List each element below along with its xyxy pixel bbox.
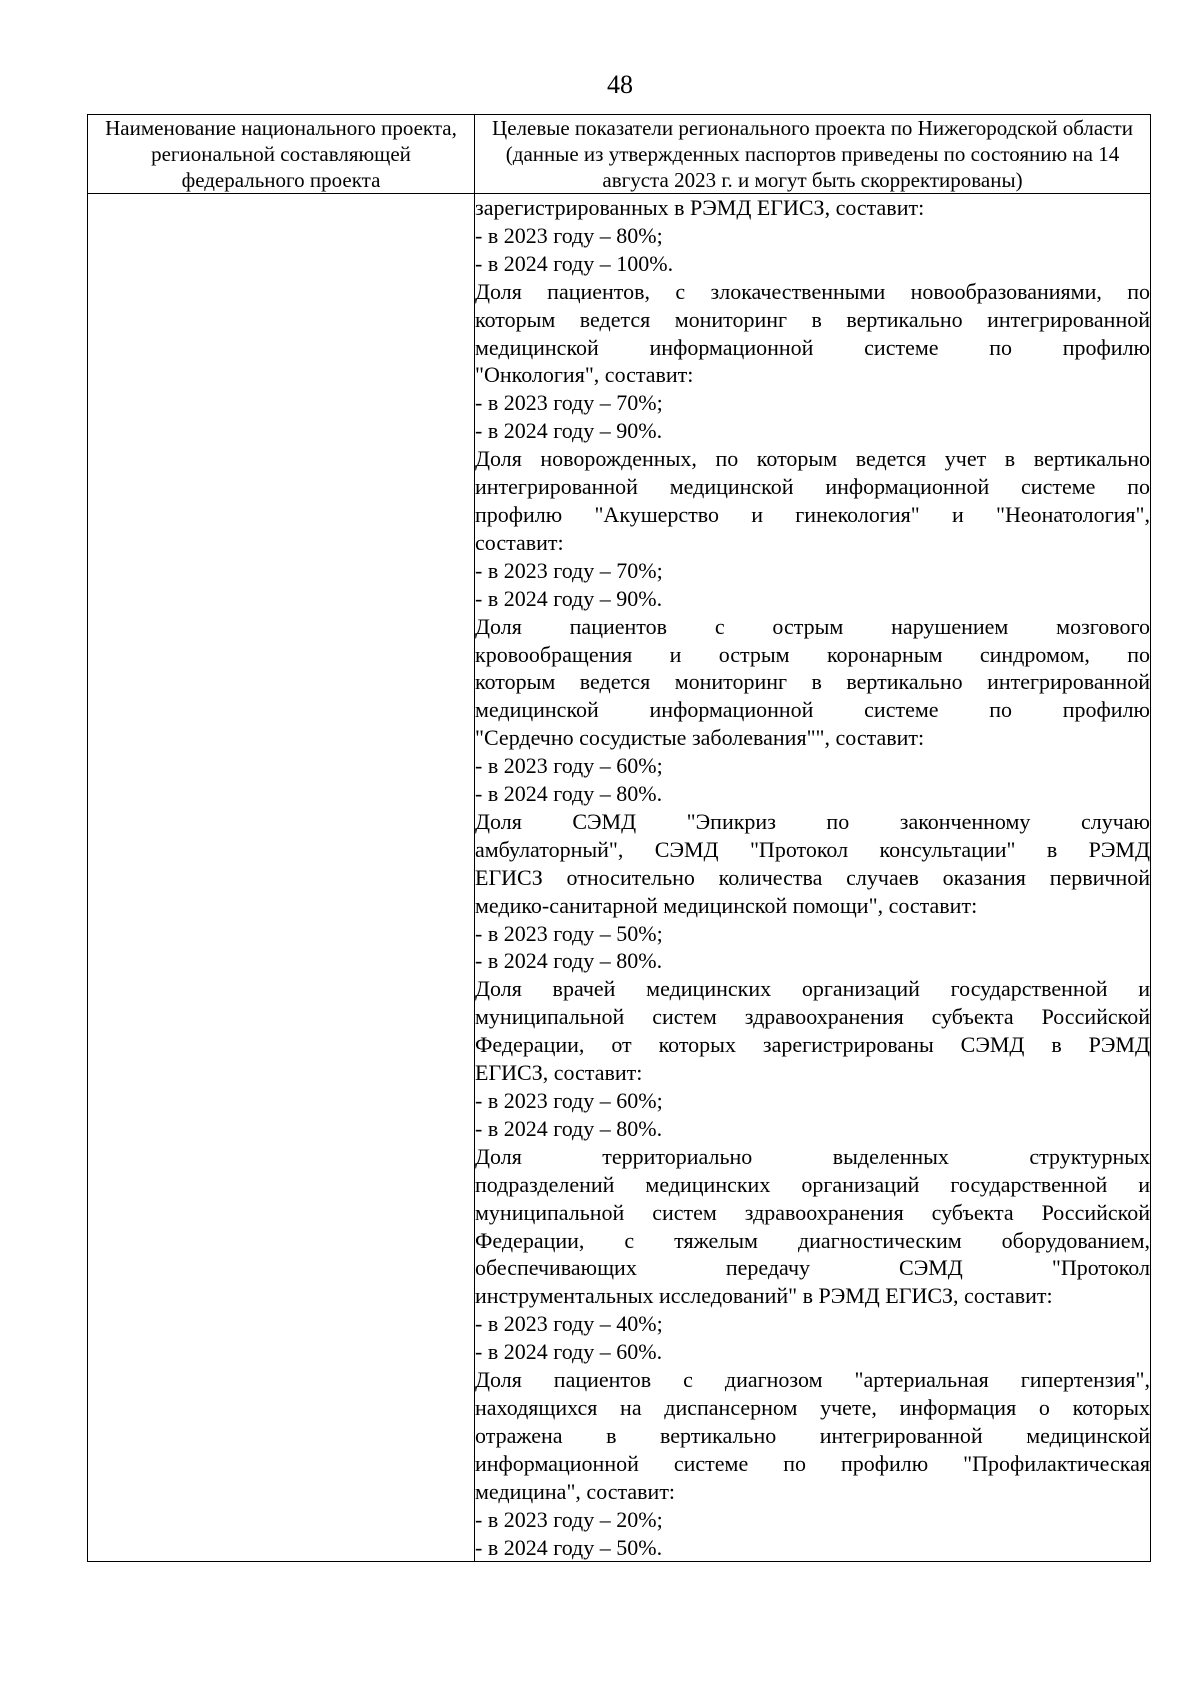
indicator-line: информационной системе по профилю "Профилактическая xyxy=(475,1450,1150,1476)
indicator-line: - в 2024 году – 80%. xyxy=(475,948,663,974)
indicator-line: - в 2024 году – 60%. xyxy=(475,1339,663,1365)
indicator-line: медико-санитарной медицинской помощи", составит: xyxy=(475,892,978,918)
indicator-line: Доля территориально выделенных структурных xyxy=(475,1143,1150,1169)
indicator-line: инструментальных исследований" в РЭМД ЕГИСЗ, составит: xyxy=(475,1283,1053,1309)
header-project-name: Наименование национального проекта, региональной составляющей федерального проекта xyxy=(88,115,475,194)
indicator-line: Доля СЭМД "Эпикриз по законченному случаю xyxy=(475,808,1150,834)
indicator-line: составит: xyxy=(475,529,564,555)
indicator-line: муниципальной систем здравоохранения субъекта Российской xyxy=(475,1004,1150,1030)
indicators-cell xyxy=(475,194,1151,1562)
indicator-line: - в 2024 году – 80%. xyxy=(475,781,663,807)
indicator-line: - в 2023 году – 50%; xyxy=(475,920,663,946)
indicator-line: Доля пациентов, с злокачественными новообразованиями, по xyxy=(475,278,1150,304)
indicator-line: ЕГИСЗ, составит: xyxy=(475,1060,643,1086)
project-name-cell xyxy=(88,194,475,1562)
indicator-line: которым ведется мониторинг в вертикально интегрированной xyxy=(475,306,1150,332)
indicator-line: кровообращения и острым коронарным синдромом, по xyxy=(475,641,1150,667)
indicator-line: - в 2023 году – 80%; xyxy=(475,222,663,248)
indicator-line: - в 2024 году – 50%. xyxy=(475,1534,663,1560)
indicator-line: - в 2023 году – 60%; xyxy=(475,1088,663,1113)
indicator-line: находящихся на диспансерном учете, информация о которых xyxy=(475,1394,1150,1420)
indicator-line: - в 2023 году – 70%; xyxy=(475,557,663,583)
indicator-line: - в 2023 году – 70%; xyxy=(475,390,663,416)
indicator-line: "Сердечно сосудистые заболевания"", составит: xyxy=(475,725,925,751)
indicator-line: - в 2024 году – 90%. xyxy=(475,418,663,444)
indicator-line: Доля пациентов с острым нарушением мозгового xyxy=(475,613,1150,639)
indicator-line: медицинской информационной системе по профилю xyxy=(475,697,1150,723)
table-header-row xyxy=(88,115,1151,194)
table-row xyxy=(88,194,1151,1562)
indicator-line: интегрированной медицинской информационной системе по xyxy=(475,474,1150,500)
indicators-table xyxy=(87,114,1151,1562)
indicator-line: профилю "Акушерство и гинекология" и "Неонатология", xyxy=(475,501,1150,527)
indicator-line: - в 2024 году – 80%. xyxy=(475,1115,663,1141)
indicator-line: - в 2024 году – 100%. xyxy=(475,250,674,276)
indicator-line: "Онкология", составит: xyxy=(475,362,694,388)
indicator-line: Доля новорожденных, по которым ведется учет в вертикально xyxy=(475,446,1150,472)
indicator-line: зарегистрированных в РЭМД ЕГИСЗ, составит: xyxy=(475,195,925,220)
indicator-line: обеспечивающих передачу СЭМД "Протокол xyxy=(475,1255,1150,1281)
indicator-line: - в 2023 году – 20%; xyxy=(475,1506,663,1532)
indicator-line: - в 2024 году – 90%. xyxy=(475,585,663,611)
indicator-line: отражена в вертикально интегрированной медицинской xyxy=(475,1422,1150,1448)
indicator-lines xyxy=(475,194,1150,1561)
indicator-line: Федерации, от которых зарегистрированы СЭМД в РЭМД xyxy=(475,1032,1150,1058)
indicator-line: - в 2023 году – 40%; xyxy=(475,1311,663,1337)
indicator-line: Федерации, с тяжелым диагностическим оборудованием, xyxy=(475,1227,1150,1253)
indicator-line: Доля пациентов с диагнозом "артериальная гипертензия", xyxy=(475,1367,1150,1393)
header-target-indicators: Целевые показатели регионального проекта по Нижегородской области (данные из утвержденных паспортов приведены по состоянию на 14 августа 2023 г. и могут быть скорректированы) xyxy=(475,115,1151,194)
indicator-line: медицина", составит: xyxy=(475,1478,676,1504)
indicator-line: муниципальной систем здравоохранения субъекта Российской xyxy=(475,1199,1150,1225)
indicator-line: подразделений медицинских организаций государственной и xyxy=(475,1171,1150,1197)
indicator-line: Доля врачей медицинских организаций государственной и xyxy=(475,976,1150,1002)
indicator-line: которым ведется мониторинг в вертикально интегрированной xyxy=(475,669,1150,695)
page-number: 48 xyxy=(607,70,633,99)
indicator-line: амбулаторный", СЭМД "Протокол консультации" в РЭМД xyxy=(475,836,1150,862)
indicator-line: - в 2023 году – 60%; xyxy=(475,753,663,779)
indicator-line: медицинской информационной системе по профилю xyxy=(475,334,1150,360)
indicator-line: ЕГИСЗ относительно количества случаев оказания первичной xyxy=(475,864,1150,890)
